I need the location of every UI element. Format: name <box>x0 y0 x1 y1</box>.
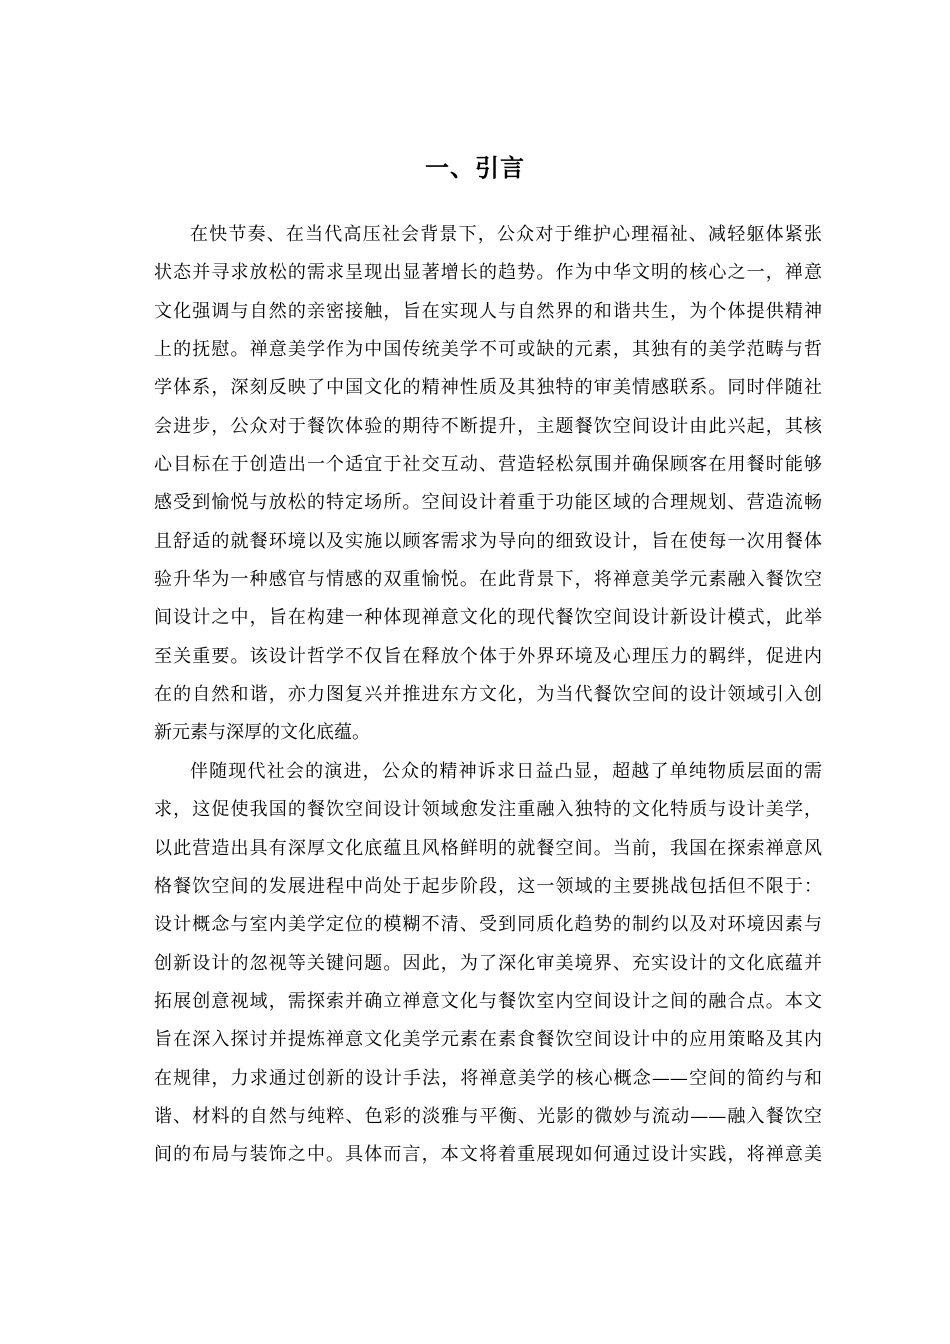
text-line: 求，这促使我国的餐饮空间设计领域愈发注重融入独特的文化特质与设计美学， <box>154 799 822 821</box>
text-line: 以此营造出具有深厚文化底蕴且风格鲜明的就餐空间。当前，我国在探索禅意风 <box>154 837 822 859</box>
text-line: 拓展创意视域，需探索并确立禅意文化与餐饮室内空间设计之间的融合点。本文 <box>154 990 822 1012</box>
section-heading: 一、引言 <box>425 154 525 182</box>
text-line: 创新设计的忽视等关键问题。因此，为了深化审美境界、充实设计的文化底蕴并 <box>154 952 822 974</box>
text-line: 在规律，力求通过创新的设计手法，将禅意美学的核心概念——空间的简约与和 <box>154 1067 822 1089</box>
text-line: 设计概念与室内美学定位的模糊不清、受到同质化趋势的制约以及对环境因素与 <box>154 914 822 936</box>
text-line: 在的自然和谐，亦力图复兴并推进东方文化，为当代餐饮空间的设计领域引入创 <box>154 684 822 706</box>
text-line: 格餐饮空间的发展进程中尚处于起步阶段，这一领域的主要挑战包括但不限于： <box>154 875 822 897</box>
text-line: 心目标在于创造出一个适宜于社交互动、营造轻松氛围并确保顾客在用餐时能够 <box>154 454 822 476</box>
text-line: 感受到愉悦与放松的特定场所。空间设计着重于功能区域的合理规划、营造流畅 <box>154 492 822 514</box>
text-line: 新元素与深厚的文化底蕴。 <box>154 722 370 744</box>
text-line: 在快节奏、在当代高压社会背景下，公众对于维护心理福祉、减轻躯体紧张 <box>190 224 822 245</box>
text-line: 学体系，深刻反映了中国文化的精神性质及其独特的审美情感联系。同时伴随社 <box>154 377 822 399</box>
text-line: 谐、材料的自然与纯粹、色彩的淡雅与平衡、光影的微妙与流动——融入餐饮空 <box>154 1105 822 1127</box>
text-line: 会进步，公众对于餐饮体验的期待不断提升，主题餐饮空间设计由此兴起，其核 <box>154 415 822 437</box>
paragraph-1 <box>154 216 822 753</box>
body-text <box>154 216 822 1175</box>
text-line: 上的抚慰。禅意美学作为中国传统美学不可或缺的元素，其独有的美学范畴与哲 <box>154 339 822 361</box>
text-line: 状态并寻求放松的需求呈现出显著增长的趋势。作为中华文明的核心之一，禅意 <box>154 262 822 284</box>
text-line: 验升华为一种感官与情感的双重愉悦。在此背景下，将禅意美学元素融入餐饮空 <box>154 569 822 591</box>
text-line: 文化强调与自然的亲密接触，旨在实现人与自然界的和谐共生，为个体提供精神 <box>154 300 822 322</box>
paragraph-2 <box>154 753 822 1175</box>
text-line: 伴随现代社会的演进，公众的精神诉求日益凸显，超越了单纯物质层面的需 <box>190 760 822 782</box>
text-line: 且舒适的就餐环境以及实施以顾客需求为导向的细致设计，旨在使每一次用餐体 <box>154 530 822 552</box>
text-line: 间设计之中，旨在构建一种体现禅意文化的现代餐饮空间设计新设计模式，此举 <box>154 607 822 629</box>
text-line: 旨在深入探讨并提炼禅意文化美学元素在素食餐饮空间设计中的应用策略及其内 <box>154 1029 822 1051</box>
text-line: 至关重要。该设计哲学不仅旨在释放个体于外界环境及心理压力的羁绊，促进内 <box>154 645 822 667</box>
text-line: 间的布局与装饰之中。具体而言，本文将着重展现如何通过设计实践，将禅意美 <box>154 1144 822 1166</box>
